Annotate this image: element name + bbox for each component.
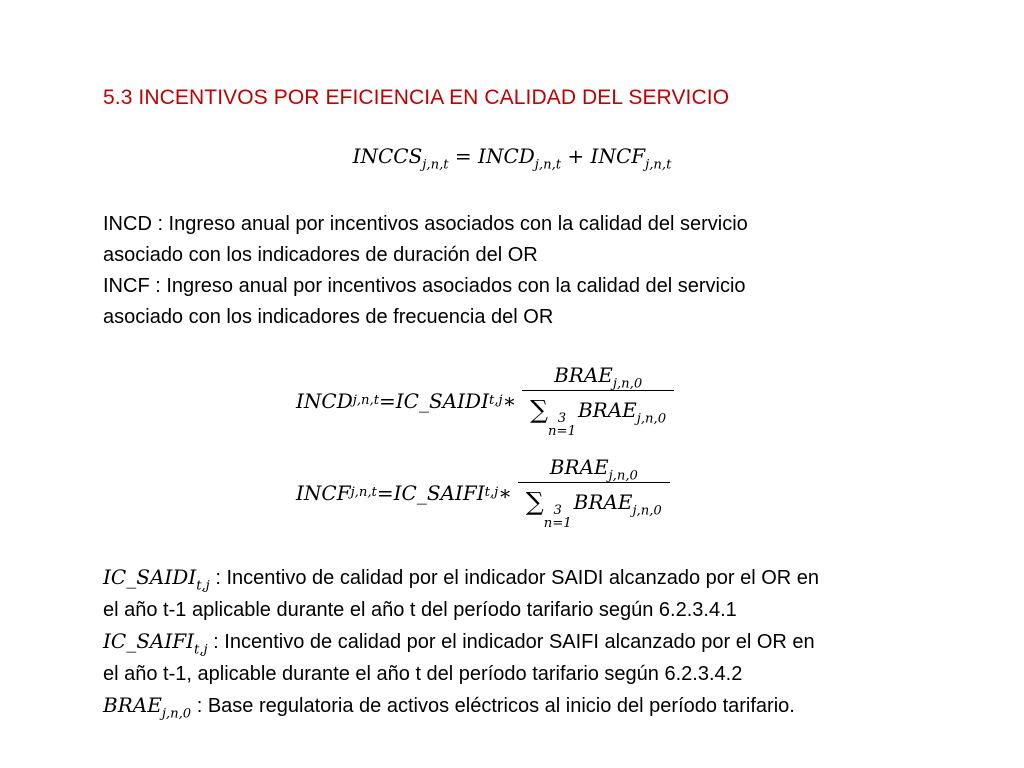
eq2-equals: =	[379, 389, 396, 413]
saifi-definition-line2: el año t-1, aplicable durante el año t del período tarifario según 6.2.3.4.2	[103, 662, 743, 685]
brae-symbol-sub: j,n,0	[161, 706, 192, 722]
eq3-numerator	[518, 455, 670, 483]
eq3-sum-limits	[544, 504, 572, 530]
eq2-denominator	[524, 391, 672, 438]
eq1-equals: =	[448, 144, 479, 168]
eq2-ic: IC_SAIDI	[395, 389, 489, 413]
saifi-definition-line1	[103, 626, 819, 659]
saifi-symbol-sub: t,j	[194, 642, 208, 658]
eq2-sigma-icon: ∑	[530, 395, 549, 425]
eq1-plus: +	[561, 144, 591, 168]
incd-definition	[103, 209, 748, 271]
eq3-ic: IC_SAIFI	[393, 481, 485, 505]
incd-definition-line2: asociado con los indicadores de duración del OR	[103, 244, 538, 266]
eq2-numerator	[522, 363, 674, 391]
eq3-sum-top: 3	[553, 503, 562, 519]
brae-symbol	[103, 693, 192, 722]
saidi-symbol-sub: t,j	[196, 578, 210, 594]
eq2-sum-top: 3	[557, 411, 567, 427]
saidi-symbol-text: IC_SAIDI	[103, 565, 197, 589]
saidi-definition-line2: el año t-1 aplicable durante el año t del período tarifario según 6.2.3.4.1	[103, 598, 737, 621]
eq3-sigma-icon: ∑	[525, 487, 544, 517]
saifi-symbol	[103, 629, 208, 658]
eq2-den-symbol: BRAE	[577, 398, 637, 423]
eq3-denominator	[520, 483, 668, 530]
brae-definition-line	[103, 690, 819, 723]
eq3-equals: =	[376, 481, 394, 505]
saidi-definition-line1	[103, 562, 819, 595]
eq2-lhs: INCD	[296, 389, 353, 413]
eq2-sum-limits	[548, 412, 576, 438]
eq3-fraction	[518, 455, 670, 530]
eq1-lhs: INCCS	[352, 144, 423, 168]
eq2-den-sub: j,n,0	[636, 412, 667, 428]
eq3-den-sub: j,n,0	[632, 504, 662, 520]
incf-definition-line2: asociado con los indicadores de frecuencia del OR	[103, 306, 554, 328]
saidi-text1: : Incentivo de calidad por el indicador SAIDI alcanzado por el OR en	[209, 567, 820, 589]
eq2-num-sub: j,n,0	[612, 377, 643, 393]
saifi-text1: : Incentivo de calidad por el indicador SAIFI alcanzado por el OR en	[207, 631, 815, 653]
section-heading: 5.3 INCENTIVOS POR EFICIENCIA EN CALIDAD DEL SERVICIO	[103, 86, 730, 109]
eq3-den-symbol: BRAE	[573, 490, 633, 515]
eq2-times: ∗	[502, 389, 517, 413]
incd-definition-line1: INCD : Ingreso anual por incentivos asociados con la calidad del servicio	[103, 213, 748, 235]
eq1-term2: INCF	[590, 144, 646, 168]
eq2-sum-bottom: n=1	[548, 424, 576, 440]
brae-symbol-text: BRAE	[103, 693, 162, 717]
eq1-term1: INCD	[478, 144, 535, 168]
symbol-definitions	[103, 562, 819, 723]
eq2-num-symbol: BRAE	[554, 363, 613, 388]
equation-inccs	[0, 144, 1024, 173]
eq3-times: ∗	[498, 481, 512, 505]
eq3-num-symbol: BRAE	[549, 455, 609, 480]
eq3-sum-bottom: n=1	[543, 516, 572, 532]
incf-definition-line1: INCF : Ingreso anual por incentivos asociados con la calidad del servicio	[103, 275, 746, 297]
eq1-term2-sub: j,n,t	[645, 157, 672, 173]
eq1-term1-sub: j,n,t	[534, 157, 562, 173]
eq1-lhs-sub: j,n,t	[422, 157, 449, 173]
incf-definition	[103, 271, 746, 333]
equation-incf: INCF j,n,t = IC_SAIFI t,j ∗ $BRAE_{j,n,0}$ ∑ 3 n=1 $BRAE_{j,n,0}$	[296, 455, 670, 531]
saidi-symbol	[103, 565, 210, 594]
eq3-lhs: INCF	[296, 481, 351, 505]
eq3-num-sub: j,n,0	[608, 469, 638, 485]
brae-text: : Base regulatoria de activos eléctricos al inicio del período tarifario.	[191, 695, 795, 717]
equation-incd: INCD j,n,t = IC_SAIDI t,j ∗ $BRAE_{j,n,0}$ ∑ 3 n=1 $BRAE_{j,n,0}$	[296, 363, 674, 439]
saifi-symbol-text: IC_SAIFI	[103, 629, 195, 653]
eq2-fraction	[522, 363, 674, 438]
